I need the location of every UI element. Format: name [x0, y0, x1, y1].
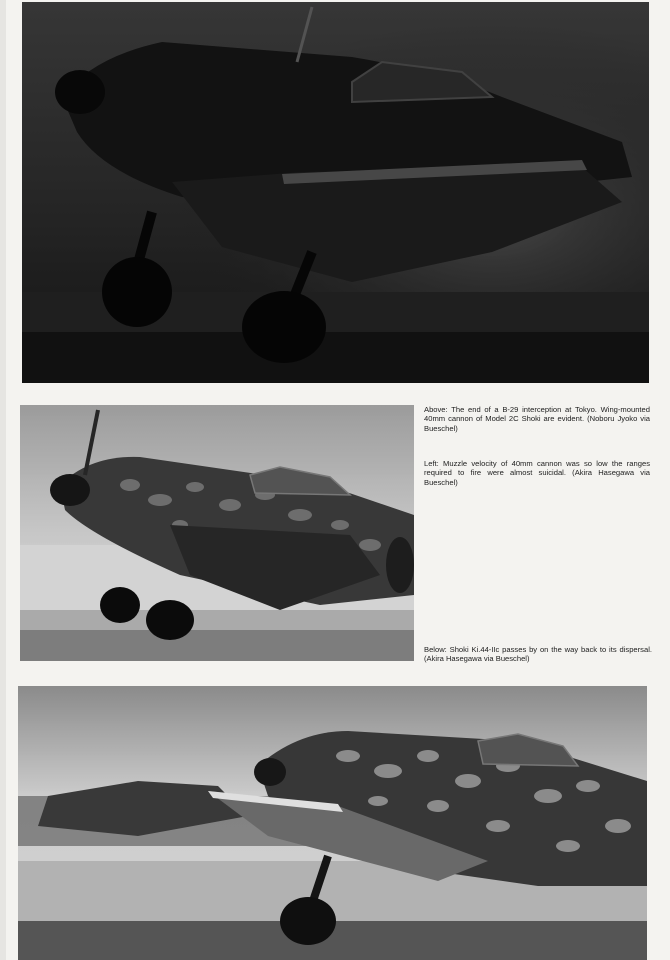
page-edge — [0, 0, 6, 960]
caption-left: Left: Muzzle velocity of 40mm cannon was so low the ranges required to fire were almost suicidal. (Akira Hasegawa via Bueschel) — [424, 459, 650, 487]
caption-above: Above: The end of a B-29 interception at Tokyo. Wing-mounted 40mm cannon of Model 2C Shoki are evident. (Noboru Jyoko via Bueschel) — [424, 405, 650, 433]
photo-shoki-top — [22, 2, 649, 383]
photo-shoki-middle — [20, 405, 414, 661]
caption-below: Below: Shoki Ki.44-IIc passes by on the way back to its dispersal. (Akira Hasegawa via Bueschel) — [424, 645, 652, 664]
photo-shoki-bottom — [18, 686, 647, 960]
